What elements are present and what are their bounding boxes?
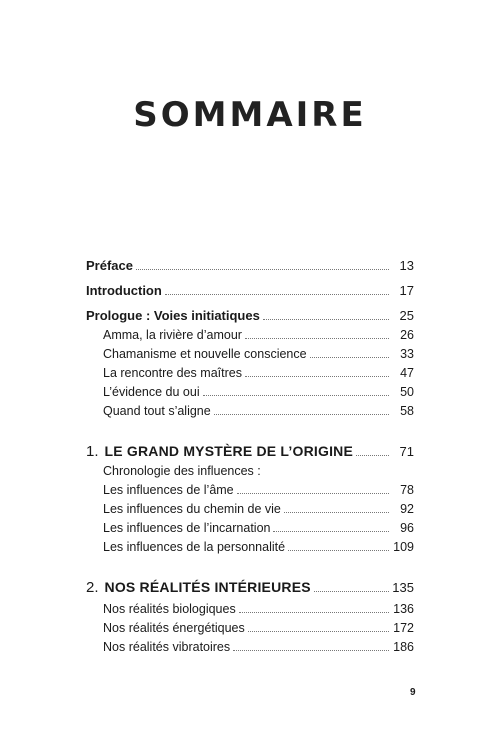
toc-entry-page: 172 [393,621,414,635]
chapter-page: 71 [399,444,414,459]
toc-entry-biologiques[interactable] [103,601,414,617]
toc-entry-page: 50 [400,385,414,399]
toc-entry-rencontre[interactable] [103,365,414,381]
toc-entry-ame[interactable] [103,482,414,498]
dot-leader [310,348,389,358]
toc-entry-page: 186 [393,640,414,654]
toc-entry-page: 78 [400,483,414,497]
toc-entry-page: 92 [400,502,414,516]
chapter-number: 1. [86,443,99,460]
dot-leader [233,641,389,651]
toc-entry-label: Prologue : Voies initiatiques [86,308,260,323]
toc-entry-page: 26 [400,328,414,342]
dot-leader [288,541,389,551]
page-title: SOMMAIRE [133,95,367,135]
toc-chapter-2[interactable] [86,579,414,596]
toc-entry-page: 109 [393,540,414,554]
toc-entry-incarnation[interactable] [103,520,414,536]
toc-entry-label: La rencontre des maîtres [103,366,242,380]
dot-leader [263,310,389,320]
chapter-page: 135 [392,580,414,595]
toc-entry-prologue[interactable] [86,308,414,324]
dot-leader [214,405,389,415]
dot-leader [284,503,389,513]
toc-entry-label: Préface [86,258,133,273]
toc-entry-preface[interactable] [86,258,414,274]
toc-entry-label: Amma, la rivière d’amour [103,328,242,342]
toc-entry-amma[interactable] [103,327,414,343]
dot-leader [273,522,389,532]
dot-leader [248,622,389,632]
toc-entry-label: Les influences de l’âme [103,483,234,497]
chapter-title: LE GRAND MYSTÈRE DE L’ORIGINE [104,443,354,459]
toc-entry-label: Nos réalités vibratoires [103,640,231,654]
toc-entry-label: Nos réalités biologiques [103,602,236,616]
chapter-intro-text: Chronologie des influences : [103,464,261,478]
toc-entry-page: 33 [400,347,414,361]
toc-entry-vibratoires[interactable] [103,639,414,655]
toc-entry-label: Chamanisme et nouvelle conscience [103,347,307,361]
dot-leader [203,386,389,396]
toc-entry-aligne[interactable] [103,403,414,419]
toc-entry-energetiques[interactable] [103,620,414,636]
toc-entry-page: 17 [399,283,414,298]
toc-entry-evidence[interactable] [103,384,414,400]
toc-entry-label: Les influences du chemin de vie [103,502,281,516]
toc-entry-page: 47 [400,366,414,380]
page-number: 9 [410,687,416,698]
dot-leader [245,329,389,339]
toc-entry-page: 58 [400,404,414,418]
dot-leader [136,260,389,270]
chapter-number: 2. [86,579,99,596]
chapter-title: NOS RÉALITÉS INTÉRIEURES [104,579,311,595]
toc-entry-page: 25 [399,308,414,323]
toc-chapter-1[interactable] [86,443,414,460]
toc-entry-introduction[interactable] [86,283,414,299]
dot-leader [314,582,389,592]
dot-leader [165,285,389,295]
toc-entry-page: 13 [399,258,414,273]
toc-entry-label: Les influences de l’incarnation [103,521,271,535]
toc-entry-page: 96 [400,521,414,535]
toc-entry-chemin[interactable] [103,501,414,517]
dot-leader [245,367,389,377]
toc-entry-label: L’évidence du oui [103,385,200,399]
toc-entry-chamanisme[interactable] [103,346,414,362]
toc-entry-personnalite[interactable] [103,539,414,555]
dot-leader [237,484,389,494]
toc-entry-label: Introduction [86,283,162,298]
toc-entry-page: 136 [393,602,414,616]
dot-leader [356,446,389,456]
toc-entry-label: Quand tout s’aligne [103,404,211,418]
dot-leader [239,603,389,613]
toc-entry-label: Les influences de la personnalité [103,540,286,554]
toc-entry-label: Nos réalités énergétiques [103,621,245,635]
